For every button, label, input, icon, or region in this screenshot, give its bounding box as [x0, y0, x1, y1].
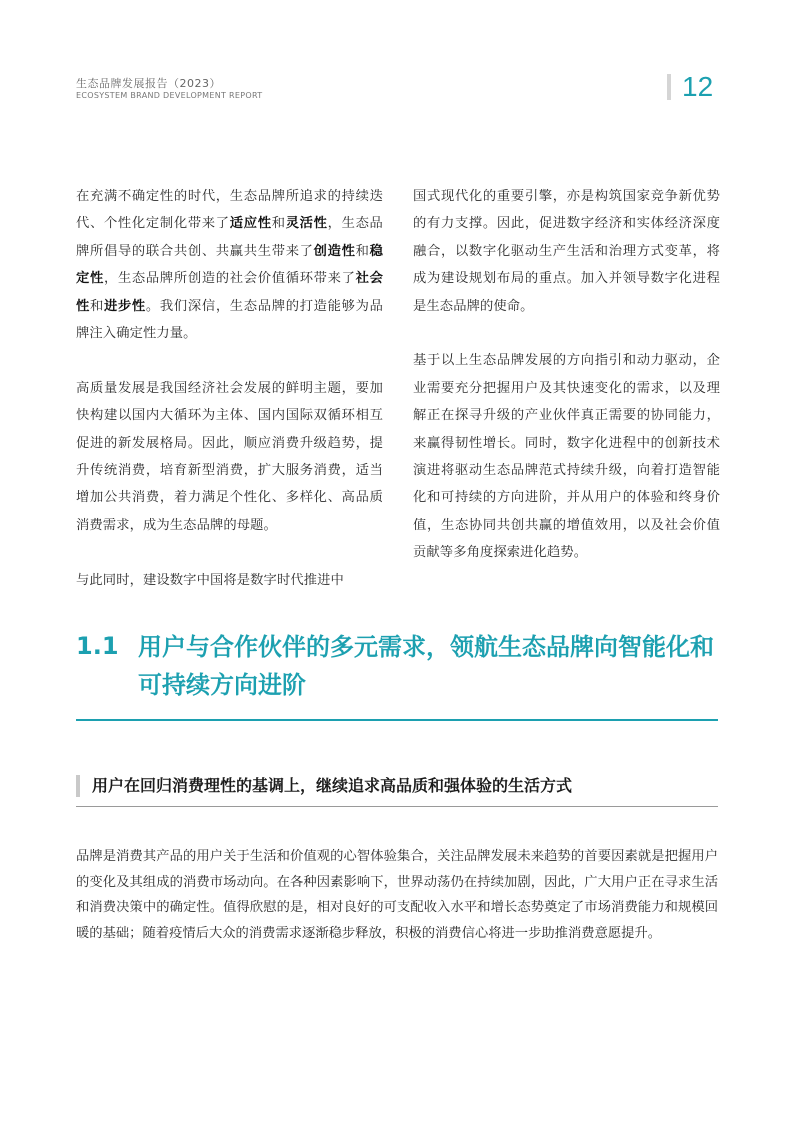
emphasis-text: 进步性: [103, 298, 146, 314]
emphasis-text: 稳定性: [76, 243, 383, 287]
text-run: ，生态品牌所创造的社会价值循环带来了: [103, 271, 356, 287]
left-paragraph-3: 与此同时，建设数字中国将是数字时代推进中: [76, 572, 344, 588]
emphasis-text: 社会性: [76, 271, 384, 314]
emphasis-text: 适应性: [229, 216, 272, 232]
text-run: 和: [355, 243, 370, 259]
text-run: 和: [89, 298, 104, 314]
emphasis-text: 灵活性: [285, 216, 328, 232]
left-paragraph-2: 高质量发展是我国经济社会发展的鲜明主题，要加快构建以国内大循环为主体、国内国际双循环相互促进的新发展格局。因此，顺应消费升级趋势，提升传统消费，培育新型消费，扩大服务消费，适当增加公共消费，着力满足个性化、多样化、高品质消费需求，成为生态品牌的母题。: [76, 380, 383, 533]
right-paragraph-1: 国式现代化的重要引擎，亦是构筑国家竞争新优势的有力支撑。因此，促进数字经济和实体经济深度融合，以数字化驱动生产生活和治理方式变革，将成为建设规划布局的重点。加入并领导数字化进程是生态品牌的使命。: [413, 189, 720, 314]
right-column: [413, 183, 720, 594]
section-number: 1.1: [76, 632, 119, 660]
subsection-marker: [76, 775, 80, 797]
report-title: 生态品牌发展报告（2023）: [76, 77, 221, 90]
page-number-divider: [667, 74, 671, 100]
text-run: ，生态品牌所倡导的联合共创、共赢共生带来了: [76, 216, 383, 259]
emphasis-text: 创造性: [313, 243, 356, 259]
text-run: 。我们深信，生态品牌的打造能够为品牌注入确定性力量。: [76, 298, 383, 342]
left-paragraph-1: [76, 183, 383, 347]
section-title: 用户与合作伙伴的多元需求，领航生态品牌向智能化和可持续方向进阶: [138, 633, 714, 699]
section-divider: [76, 719, 718, 721]
report-subtitle: ECOSYSTEM BRAND DEVELOPMENT REPORT: [76, 91, 263, 100]
text-run: 和: [271, 216, 286, 232]
body-paragraph: 品牌是消费其产品的用户关于生活和价值观的心智体验集合，关注品牌发展未来趋势的首要因素就是把握用户的变化及其组成的消费市场动向。在各种因素影响下，世界动荡仍在持续加剧，因此，广大用户正在寻求生活和消费决策中的确定性。值得欣慰的是，相对良好的可支配收入水平和增长态势奠定了市场消费能力和规模回暖的基础；随着疫情后大众的消费需求逐渐稳步释放，积极的消费信心将进一步助推消费意愿提升。: [76, 849, 718, 941]
page-number: 12: [682, 71, 714, 102]
subsection-title: 用户在回归消费理性的基调上，继续追求高品质和强体验的生活方式: [92, 776, 573, 795]
text-run: 在充满不确定性的时代，生态品牌所追求的持续迭代、个性化定制化带来了: [76, 189, 383, 232]
left-column: [76, 183, 383, 621]
subsection-divider: [76, 806, 718, 807]
right-paragraph-2: 基于以上生态品牌发展的方向指引和动力驱动，企业需要充分把握用户及其快速变化的需求，以及理解正在探寻升级的产业伙伴真正需要的协同能力，来赢得韧性增长。同时，数字化进程中的创新技术演进将驱动生态品牌范式持续升级，向着打造智能化和可持续的方向进阶，并从用户的体验和终身价值，生态协同共创共赢的增值效用，以及社会价值贡献等多角度探索进化趋势。: [413, 353, 720, 561]
